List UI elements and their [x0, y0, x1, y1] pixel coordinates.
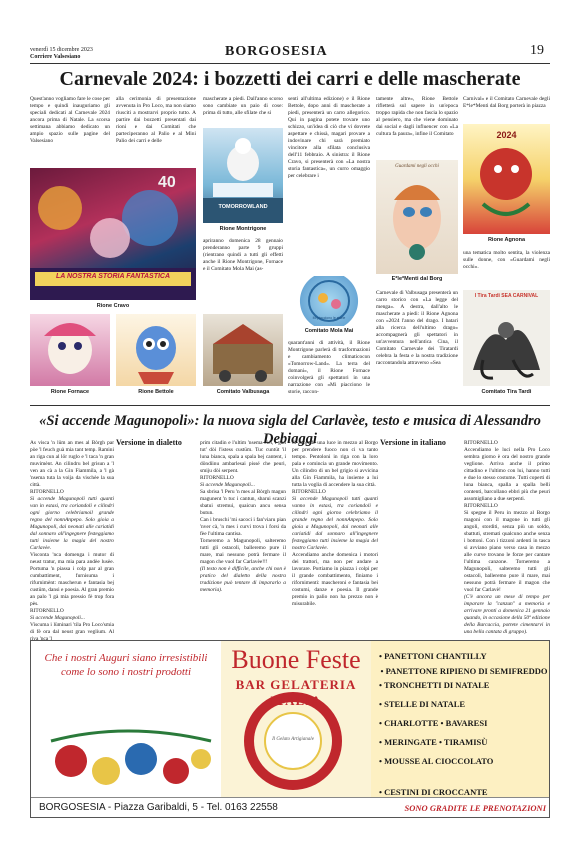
valbusaga-drawing: [203, 314, 283, 386]
ad-product-list: [379, 647, 549, 771]
cravo-image: [30, 168, 196, 300]
ad-bar-name: BAR GELATERIA ITALIA: [235, 677, 357, 708]
article1-col4b: quarant'anni di attività, il Rione Montrigone parlerà di trasformazioni e cambiamento climaticocon «Tomorrow-Land». La terra del domani», il Rione Fornace coinvolgerà gli spettatori in una narrazione con «Mi piacciono le storie, raccon-: [288, 340, 370, 395]
montrigone-image: [203, 128, 283, 223]
dialect-col2-para2: Sa sbrisa 'l Peru 'n mes al Bòrgh magun magunent 'n tuc i cantun, sbarui scanzi sbatui stremui, quaicun ancu sensa butun.: [200, 489, 286, 516]
caption-tiratardi: Comitato Tira Tardi: [481, 389, 532, 395]
italian-para2: Accendiamo anche domenica i motori dei trattori, ma non per andare a lavorare. Portiamo in piazza i colpi per il grande combattimento, finiamo i rifornimenti: mascheroni e fantasia bei costumi, danze e poesia. Il grande premio in palio non ha prezzo non è misurabile.: [292, 552, 378, 607]
elementi-image: [376, 160, 458, 274]
dialect-chorus1: RITORNELLO: [30, 489, 64, 495]
article1-col2: alla cerimonia di presentazione avvenuta in Pro Loco, ma non siamo riusciti a mostrarvi proprio tutto. A partire dai bozzetti presentati dai rioni e dai Comitati che parteciperanno al Palio e al Mini Palio dei carri e delle: [116, 96, 196, 144]
fornace-image: [30, 314, 110, 386]
article2-col4: [464, 440, 550, 640]
page-number: 19: [530, 43, 544, 58]
article2-col2a: [116, 452, 200, 640]
section-title: BORGOSESIA: [225, 44, 328, 59]
ad-product: • PANETTONI CHANTILLY: [379, 651, 487, 661]
article-divider: [30, 405, 550, 406]
molamai-image: [288, 276, 370, 326]
header-date: [30, 47, 93, 61]
dialect-col2-chorus: RITORNELLO: [200, 475, 234, 481]
italian-para1: Si accende una luce in mezzo al Borgo per prendere fuoco non ci va tanto tempo. Pentoloni in riga con la loro pala e comincia un grande movimento. Un cilindro di un bel grigio si avvicina alla Gin Fiammila, ha insieme a lui tutta la voglia di accendere la sua città.: [292, 440, 378, 488]
article1-col5: tamente altre», Rione Bettole rifletterà sul sapere in un'epoca troppo rapida che non fascia lo spazio al pensiero, ma che viene dominato dai social e dagli influencer con «La cultura fa paura», infine il Comitato: [376, 96, 458, 137]
dialect-col2-para4: Torneremo a Magunopoli, salteremo tutti gli ostacoli, balleremo pure il mare, mai nessuno potrà fermare il magon che vuol far Carlavèe!!!: [200, 538, 286, 565]
article1-col5b: Carnevale di Valbusaga presenterà un carro storico con «La legge del menga». A destra, dall'alto le mascherate a piedi: il Rione Agnona con «2024 l'anno del drago. I batari alla ricerca dell'ultimo drago» accompagnerà gli spettatori in un'avventura nell'antica Cina, il Comitato Carnevale dei Tiratardi celebra la festa e la nostra tradizione raccontandola attraverso «Sea: [376, 290, 458, 366]
caption-bettole: Rione Bettole: [138, 389, 174, 395]
cravo-number: 40: [158, 174, 176, 191]
dialect-col2-note: (Il testo non è difficile, anche chi non è pratico del dialetto della nostra tradizione può tentare di impararlo a memoria).: [200, 566, 286, 593]
valbusaga-image: [203, 314, 283, 386]
caption-valbusaga: Comitato Valbusaga: [216, 389, 270, 395]
italian-heading: Versione in italiano: [380, 438, 446, 447]
caption-agnona: Rione Agnona: [487, 237, 526, 243]
ad-product: • CHARLOTTE • BAVARESI: [379, 718, 488, 728]
dialect-col2-para3: Can i bruschi 'mi sacoci i fan'viaru pian 'nver cà, 'n mes i curvi trova i forsi da fèe l'ultima cantisa.: [200, 517, 286, 537]
ad-footer: [31, 797, 550, 818]
article2-title: «Si accende Magunopoli»: la nuova sigla del Carlavèe, testo e musica di Alessandro Debiaggi: [39, 413, 541, 447]
italian-para4: Si spegne il Peru in mezzo al Borgo magoni con il magone in tutti gli angoli, storditi, senza più un soldo, sbattuti, stremati qualcuno anche senza i bottoni. Con i tizzoni ardenti in tasca si avviano piano verso casa in mezzo alle curve trovano le forze per cantare l'ultima canzone. Torneremo a Magunopoli, salteremo tutti gli ostacoli, balleremo pure il mare, mai nessuno potrà fermare il magon che vuol far Carlavè!: [464, 510, 550, 593]
header-rule: [30, 63, 550, 64]
tiratardi-drawing: [463, 290, 550, 386]
dialect-col2-chorus-text: Si accende Magunopoli...: [200, 482, 255, 488]
ad-product: • STELLE DI NATALE: [379, 699, 466, 709]
montrigone-logo-text: TOMORROWLAND: [218, 204, 268, 210]
article1-col4: senti all'ultima edizione) e il Rione Bettole, dopo anni di mascherate a piedi, presenterà un carro allegorico. Qui in pagina potete trovare uno schizzo, un'idea di ciò che vi dovrete aspettare e chissà, magari provare a indovinare chi sarà premiato vincitore alla sfilata conclusiva dell'11 febbraio. A sinistra: il Rione Cravo, si presenterà con «La nostra storia fantastica», un curro omaggio per celebrare i: [288, 96, 370, 179]
article1-col6b: una tematica molto sentita, la violenza sulle donne, con «Guardami negli occhi».: [463, 250, 550, 270]
ad-address: BORGOSESIA - Piazza Garibaldi, 5 - Tel. 0163 22558: [39, 802, 278, 813]
caption-montrigone: Rione Montrigone: [219, 226, 267, 232]
molamai-image-text: Mi piacciono le storie: [312, 316, 346, 320]
article2-col1: [30, 440, 114, 640]
elementi-drawing: [376, 160, 458, 274]
dialect-para3: Viscuma i lüminari 'tila Pro Loco'smia di fè ora dal neust gran veglium. Al riva 'nca 'l: [30, 622, 114, 640]
cravo-banner: LA NOSTRA STORIA FANTASTICA: [55, 273, 171, 280]
italian-chorus0: RITORNELLO: [464, 440, 498, 446]
ad-product: • TRONCHETTI DI NATALE: [379, 680, 490, 690]
italian-chorus2: RITORNELLO: [464, 503, 498, 509]
dialect-para1: As visca 'n lüm an mes al Bòrgh par pòe 'l feuch guà mia tant temp. Ramini an riga cun al lör ruglo e 'l taca 'n gran muvimènt. An cilindru bel grisun a 'l ven an cà a la Gin Fiammila, a 'l gà 'nsema tuta la voija da vischèe la sua città.: [30, 440, 114, 488]
dialect-para2: Visconta 'nca domenga i mutor di neust tratur, ma mia para andèe lusèe. Portuma 'n piassa i colp par al gran cumbattiment, furnisuma i rifurnimènt: mascherun e fantasia bej custüm, dansi e poesia. Al gran premio an palo 'l gà mia pressio fè trop fora pès.: [30, 552, 114, 607]
dialect-chorus2-text: Si accende Magunopoli...: [30, 615, 85, 621]
article1-col6: Carnival» e il Comitato Carnevale degli E*le*Menti dal Borg porterà in piazza: [463, 96, 550, 109]
dialect-chorus2: RITORNELLO: [30, 608, 64, 614]
agnona-year: 2024: [496, 130, 517, 140]
italian-para3: Accendiamo le luci nella Pro Loco sembra giorno è ora del nostro grande veglione. Arriva anche il primo cittadino e l'ultimo con lui, hanno tutti e due lo stesso costume. Tutti coperti di luna bianca, spalla a spalla belli contenti, barcollano ebbri più che peuri assomigliano a due serpenti.: [464, 447, 550, 502]
article2-col2: [200, 440, 286, 640]
article2-col3: [292, 440, 378, 640]
ad-buone-feste: Buone Feste: [231, 645, 361, 674]
issue-date: venerdì 15 dicembre 2023: [30, 47, 93, 53]
caption-elementi: E*le*Menti dal Borg: [391, 276, 443, 282]
ad-product: • PANETTONE RIPIENO DI SEMIFREDDO: [380, 666, 548, 676]
caption-fornace: Rione Fornace: [50, 389, 90, 395]
fornace-drawing: [30, 314, 110, 386]
elementi-script: Guardami negli occhi: [395, 164, 439, 169]
agnona-drawing: [463, 124, 550, 234]
tiratardi-image-title: I Tira Tardi SEA CARNIVAL: [474, 293, 539, 299]
article1-col3: mascherate a piedi. Dall'anno scorso sono cambiate un paio di cose: prima di tutto, alle sfilate che si: [203, 96, 283, 116]
article1-title: Carnevale 2024: i bozzetti dei carri e delle mascherate: [59, 68, 521, 90]
italian-chorus1: RITORNELLO: [292, 489, 326, 495]
article1-col3b: apriranno domenica 28 gennaio prenderanno parte 9 gruppi (rientrano quindi a tutti gli effetti anche il Rione Montrigone, Fornace e il Comitato Mola Mai (as-: [203, 238, 283, 272]
bettole-image: [116, 314, 196, 386]
tiratardi-image: [463, 290, 550, 386]
paper-name: Corriere Valsesiano: [30, 54, 81, 60]
dialect-chorus-text: Si accende Magunopoli tutti quanti van in estasi, tra coriandoli e cilindri ogni giorno celebriamoil grande regno del nonnAnpepo. Solo gioia a Magunopoli, dai neonati alle cariatidi dal sonnaro all'ingegnere festeggiamo tutti insieme la magia del nostro Carlavèe.: [30, 496, 114, 551]
ad-product: • MERINGATE • TIRAMISÙ: [379, 737, 488, 747]
italian-chorus-text: Si accende Magunopoli tutti quanti vanno in estasi, tra coriandoli e cilindri ogni giorno celebriamo il grande regno del nonnAnpepo. Solo gioia a Magunopoli, dai neonati alle cariatidi dal sonnaro all'ingegnere festeggiamo tutti insieme la magia del nostro Carlavèe.: [292, 496, 378, 551]
bettole-drawing: [116, 314, 196, 386]
italian-note: (C'è ancora un mese di tempo per imparare la "canzun" a memoria e arrivare pronti a domenica 21 gennaio quando, in occasione della 50ª edizione della Barcaccia, potrete cimentarvi in una bella cantata di gruppo).: [464, 594, 550, 635]
ad-booking: SONO GRADITE LE PRENOTAZIONI: [404, 803, 546, 813]
ad-product: • MOUSSE AL CIOCCOLATO: [379, 756, 494, 766]
ad-product-last: • CESTINI DI CROCCANTE: [379, 787, 488, 797]
ad-greeting: Che i nostri Auguri siano irresistibili come lo sono i nostri prodotti: [44, 652, 208, 678]
dialect-col2-para1: prim citadin e l'ultim 'nsema ciél, i gan tut' dòi l'istess custüm. Tuc cuntüt 'il luna bianca, spala a spala bej cantent, i döndiinu ambarlesai pissé che peuri, smiju dòi serpent.: [200, 440, 286, 474]
ad-logo-text: Il Gelato Artigianale: [272, 737, 314, 742]
caption-cravo: Rione Cravo: [96, 303, 130, 309]
bar-gelateria-ad: [30, 640, 550, 818]
article1-col1: Quest'anno vogliamo fare le cose per tempo e quindi inauguriamo gli speciali dedicati al Carnevale 2024 ancora prima di Natale. La scorsa settimana abbiamo dedicato un ampio spazio sulle pagine del Valsesiano: [30, 96, 110, 144]
dialect-heading: Versione in dialetto: [116, 438, 182, 447]
agnona-image: [463, 124, 550, 234]
caption-molamai: Comitato Mola Mai: [304, 328, 354, 334]
